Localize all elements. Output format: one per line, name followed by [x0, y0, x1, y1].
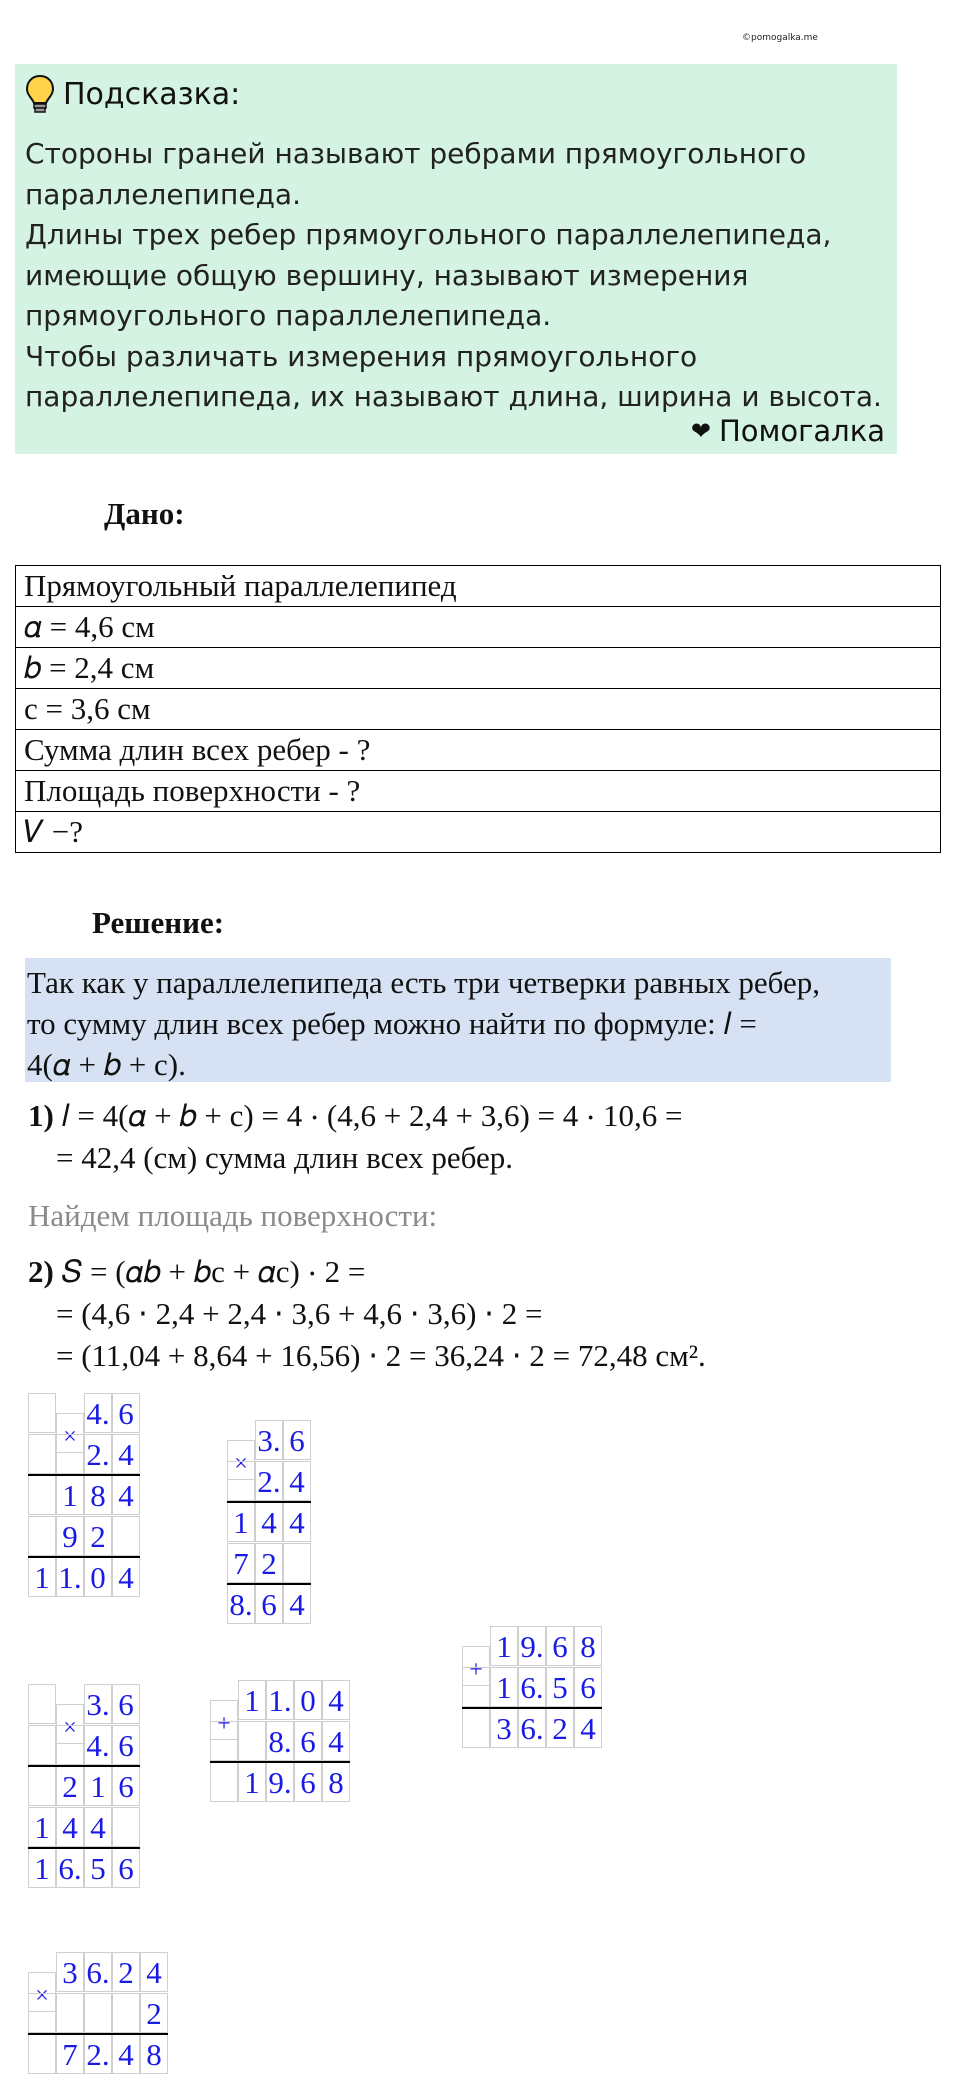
- calc-digit-cell: 4: [283, 1584, 311, 1624]
- calc-digit-cell: 9.: [266, 1762, 294, 1802]
- hint-line: Стороны граней называют ребрами прямоугольного: [25, 137, 807, 170]
- calc-digit-cell: 6: [574, 1667, 602, 1707]
- plus-sign: +: [469, 1657, 483, 1683]
- calc-digit-cell: 2.: [84, 1434, 112, 1474]
- intro-line: 4(𝛼 + 𝑏 + с).: [27, 1047, 186, 1082]
- intro-line: Так как у параллелепипеда есть три четверки равных ребер,: [27, 965, 821, 1000]
- calc-result-line: [28, 1847, 140, 1849]
- calc-digit-cell: 8: [84, 1475, 112, 1515]
- calc-digit-cell: 6: [283, 1420, 311, 1460]
- calc-digit-cell: 1: [227, 1502, 255, 1542]
- step2-line1: [28, 1254, 365, 1291]
- calc-digit-cell: 8.: [227, 1584, 255, 1624]
- calc-digit-cell: [28, 1725, 56, 1765]
- find-area-text: Найдем площадь поверхности:: [28, 1198, 438, 1233]
- step2-line2: = (4,6 ⋅ 2,4 + 2,4 ⋅ 3,6 + 4,6 ⋅ 3,6) ⋅ 2 =: [56, 1296, 543, 1331]
- calc-digit-cell: 1: [28, 1557, 56, 1597]
- calc-result-line: [28, 1556, 140, 1558]
- calc-digit-cell: [28, 1684, 56, 1724]
- calc-digit-cell: 8: [574, 1626, 602, 1666]
- plus-sign: +: [217, 1711, 231, 1737]
- calc-digit-cell: 4: [112, 2034, 140, 2074]
- multiply-sign: ×: [63, 1424, 77, 1450]
- watermark: ©pomogalka.me: [742, 33, 818, 43]
- calc-digit-cell: 4: [112, 1475, 140, 1515]
- calc-digit-cell: 3: [56, 1952, 84, 1992]
- calc-result-line: [462, 1707, 602, 1709]
- calc-digit-cell: 4: [322, 1721, 350, 1761]
- calc-grid: [462, 1626, 602, 1749]
- calc-result-line: [210, 1761, 350, 1763]
- hint-line: имеющие общую вершину, называют измерения: [25, 258, 749, 292]
- calc-digit-cell: 4: [283, 1502, 311, 1542]
- calc-digit-cell: [112, 1807, 140, 1847]
- calc-digit-cell: [28, 2034, 56, 2074]
- calc-digit-cell: 6.: [518, 1667, 546, 1707]
- hint-title: Подсказка:: [63, 76, 241, 112]
- hint-text: [25, 134, 885, 418]
- calc-digit-cell: [56, 1434, 84, 1474]
- calc-digit-cell: 5: [546, 1667, 574, 1707]
- heart-icon: ❤: [690, 417, 711, 445]
- step1-line1: [28, 1098, 683, 1135]
- given-row: 𝑉 −?: [16, 812, 941, 853]
- calc-digit-cell: 2.: [84, 2034, 112, 2074]
- calc-digit-cell: 4: [283, 1461, 311, 1501]
- step2-line3: = (11,04 + 8,64 + 16,56) ⋅ 2 = 36,24 ⋅ 2 = 72,48 см².: [56, 1338, 706, 1373]
- calc-digit-cell: 1: [490, 1626, 518, 1666]
- calc-digit-cell: 5: [84, 1848, 112, 1888]
- calc-digit-cell: 1: [28, 1848, 56, 1888]
- step1-number: 1): [28, 1098, 54, 1133]
- given-heading: Дано:: [104, 496, 185, 531]
- calc-digit-cell: [28, 1516, 56, 1556]
- intro-line: то сумму длин всех ребер можно найти по формуле: 𝑙 =: [27, 1006, 757, 1041]
- calc-result-line: [28, 1765, 140, 1767]
- calc-digit-cell: 2: [140, 1993, 168, 2033]
- calc-digit-cell: 6: [112, 1766, 140, 1806]
- calc-digit-cell: 9.: [518, 1626, 546, 1666]
- hint-line: параллелепипеда.: [25, 177, 301, 211]
- calc-digit-cell: 0: [294, 1680, 322, 1720]
- calc-grid: [28, 1393, 140, 1598]
- calc-digit-cell: 3.: [84, 1684, 112, 1724]
- calc-digit-cell: 1: [56, 1475, 84, 1515]
- calc-digit-cell: [56, 1993, 84, 2033]
- calc-digit-cell: [238, 1721, 266, 1761]
- calc-digit-cell: 2: [112, 1952, 140, 1992]
- calc-digit-cell: [283, 1543, 311, 1583]
- calc-digit-cell: 4: [322, 1680, 350, 1720]
- calc-grid: [227, 1420, 311, 1625]
- calc-digit-cell: [210, 1762, 238, 1802]
- calc-digit-cell: 3: [490, 1708, 518, 1748]
- calc-grid: [210, 1680, 350, 1803]
- calc-digit-cell: 7: [227, 1543, 255, 1583]
- hint-line: прямоугольного параллелепипеда.: [25, 299, 552, 332]
- calc-digit-cell: [112, 1993, 140, 2033]
- calc-digit-cell: 4: [255, 1502, 283, 1542]
- calc-digit-cell: 6: [112, 1393, 140, 1433]
- calc-digit-cell: [28, 1393, 56, 1433]
- calc-digit-cell: 4: [112, 1434, 140, 1474]
- calc-digit-cell: 6.: [56, 1848, 84, 1888]
- calc-digit-cell: 1: [238, 1762, 266, 1802]
- calc-digit-cell: 1: [84, 1766, 112, 1806]
- hint-line: параллелепипеда, их называют длина, ширина и высота.: [25, 380, 882, 413]
- step2-formula: 𝑆 = (𝛼𝑏 + 𝑏с + 𝛼с) ⋅ 2 =: [61, 1254, 366, 1289]
- calc-digit-cell: 4: [84, 1807, 112, 1847]
- calc-digit-cell: 6: [112, 1684, 140, 1724]
- calc-digit-cell: 2: [56, 1766, 84, 1806]
- calc-digit-cell: 6: [294, 1762, 322, 1802]
- calc-digit-cell: 2.: [255, 1461, 283, 1501]
- calc-digit-cell: [84, 1993, 112, 2033]
- given-row: с = 3,6 см: [16, 689, 941, 730]
- calc-grid: [28, 1684, 140, 1889]
- calc-digit-cell: [28, 1475, 56, 1515]
- given-row: 𝛼 = 4,6 см: [16, 607, 941, 648]
- calc-digit-cell: 6: [255, 1584, 283, 1624]
- calc-digit-cell: 3.: [255, 1420, 283, 1460]
- hint-line: Длины трех ребер прямоугольного параллелепипеда,: [25, 218, 832, 251]
- brand-signature: [691, 414, 885, 448]
- calc-digit-cell: 8: [140, 2034, 168, 2074]
- calc-digit-cell: 6: [546, 1626, 574, 1666]
- calc-digit-cell: 7: [56, 2034, 84, 2074]
- calc-digit-cell: 1: [28, 1807, 56, 1847]
- given-row: Площадь поверхности - ?: [16, 771, 941, 812]
- calc-digit-cell: 8: [322, 1762, 350, 1802]
- calc-digit-cell: [28, 1766, 56, 1806]
- calc-digit-cell: [462, 1667, 490, 1707]
- hint-header: [25, 74, 240, 114]
- hint-line: Чтобы различать измерения прямоугольного: [25, 339, 698, 373]
- calc-digit-cell: 2: [255, 1543, 283, 1583]
- hint-box: [15, 64, 897, 454]
- calc-digit-cell: 2: [546, 1708, 574, 1748]
- given-table: [15, 565, 941, 853]
- multiply-sign: ×: [35, 1983, 49, 2009]
- multiply-sign: ×: [234, 1451, 248, 1477]
- calc-digit-cell: 4.: [84, 1725, 112, 1765]
- calc-result-line: [227, 1501, 311, 1503]
- given-row: Прямоугольный параллелепипед: [16, 566, 941, 607]
- calc-digit-cell: [28, 1434, 56, 1474]
- multiply-sign: ×: [63, 1715, 77, 1741]
- calc-result-line: [28, 1474, 140, 1476]
- calc-digit-cell: [227, 1461, 255, 1501]
- calc-digit-cell: 1.: [266, 1680, 294, 1720]
- calc-grid: [28, 1952, 168, 2075]
- solution-heading: Решение:: [92, 905, 225, 940]
- calc-digit-cell: 4: [56, 1807, 84, 1847]
- calc-digit-cell: 4: [112, 1557, 140, 1597]
- calc-digit-cell: 4.: [84, 1393, 112, 1433]
- solution-intro: [27, 962, 820, 1085]
- calc-digit-cell: [56, 1725, 84, 1765]
- calc-digit-cell: 4: [140, 1952, 168, 1992]
- given-row: Сумма длин всех ребер - ?: [16, 730, 941, 771]
- calc-digit-cell: 1: [238, 1680, 266, 1720]
- calc-digit-cell: 4: [574, 1708, 602, 1748]
- calc-digit-cell: 6: [112, 1848, 140, 1888]
- calc-digit-cell: [210, 1721, 238, 1761]
- calc-digit-cell: 6.: [518, 1708, 546, 1748]
- calc-digit-cell: 1: [490, 1667, 518, 1707]
- step1-formula: 𝑙 = 4(𝛼 + 𝑏 + с) = 4 ⋅ (4,6 + 2,4 + 3,6) = 4 ⋅ 10,6 =: [61, 1098, 683, 1133]
- calc-result-line: [28, 2033, 168, 2035]
- solution-intro-box: [25, 958, 891, 1082]
- calc-digit-cell: 6: [112, 1725, 140, 1765]
- step2-number: 2): [28, 1254, 54, 1289]
- calc-digit-cell: [462, 1708, 490, 1748]
- step1-line2: = 42,4 (см) сумма длин всех ребер.: [56, 1140, 513, 1175]
- calc-digit-cell: 8.: [266, 1721, 294, 1761]
- calc-digit-cell: [112, 1516, 140, 1556]
- given-row: 𝑏 = 2,4 см: [16, 648, 941, 689]
- brand-name: Помогалка: [719, 414, 885, 448]
- calc-digit-cell: [28, 1993, 56, 2033]
- calc-digit-cell: 2: [84, 1516, 112, 1556]
- calc-digit-cell: 6: [294, 1721, 322, 1761]
- calc-digit-cell: 1.: [56, 1557, 84, 1597]
- calc-digit-cell: 9: [56, 1516, 84, 1556]
- lightbulb-icon: [25, 74, 55, 114]
- calc-digit-cell: 6.: [84, 1952, 112, 1992]
- calc-result-line: [227, 1583, 311, 1585]
- calc-digit-cell: 0: [84, 1557, 112, 1597]
